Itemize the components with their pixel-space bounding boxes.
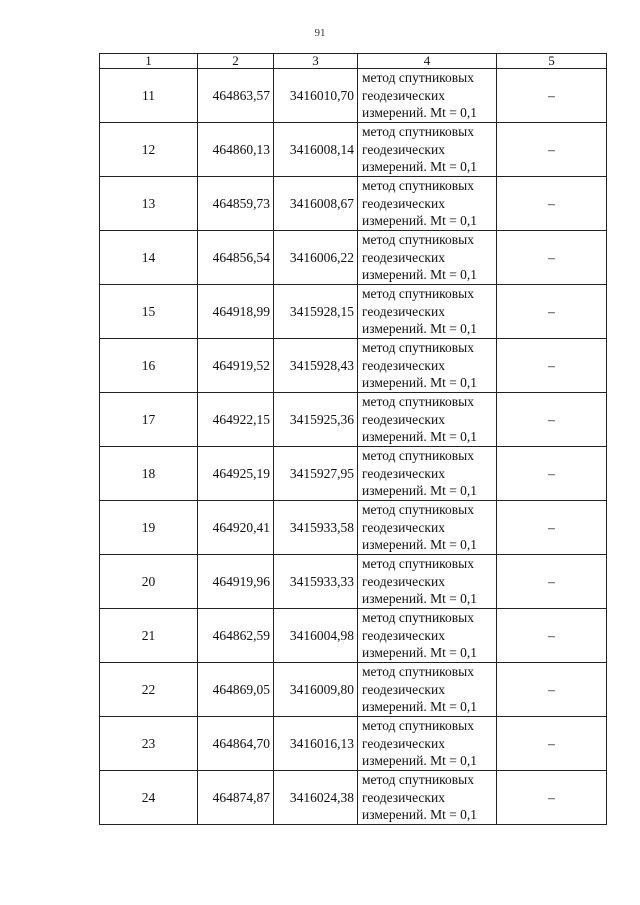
coord-x: 464860,13 [198, 123, 274, 177]
note-cell: – [497, 555, 607, 609]
point-number: 16 [100, 339, 198, 393]
method-line: измерений. Mt = 0,1 [362, 645, 478, 661]
table-row [100, 123, 607, 177]
table-row [100, 339, 607, 393]
coord-y: 3415925,36 [274, 393, 358, 447]
header-col-4: 4 [358, 54, 497, 69]
coord-x: 464920,41 [198, 501, 274, 555]
method-line: измерений. Mt = 0,1 [362, 321, 478, 337]
table-row [100, 555, 607, 609]
note-cell: – [497, 717, 607, 771]
method-cell [358, 555, 497, 609]
coord-x: 464925,19 [198, 447, 274, 501]
method-line: измерений. Mt = 0,1 [362, 807, 478, 823]
method-line: геодезических [362, 627, 445, 643]
coordinates-table [99, 53, 607, 825]
coord-y: 3415933,58 [274, 501, 358, 555]
header-col-3: 3 [274, 54, 358, 69]
coord-x: 464919,96 [198, 555, 274, 609]
method-line: метод спутниковых [362, 232, 474, 248]
coord-y: 3416008,14 [274, 123, 358, 177]
coord-x: 464922,15 [198, 393, 274, 447]
method-line: измерений. Mt = 0,1 [362, 267, 478, 283]
method-line: метод спутниковых [362, 286, 474, 302]
method-cell [358, 393, 497, 447]
coord-x: 464862,59 [198, 609, 274, 663]
method-line: геодезических [362, 519, 445, 535]
method-line: метод спутниковых [362, 502, 474, 518]
method-line: метод спутниковых [362, 124, 474, 140]
point-number: 11 [100, 69, 198, 123]
method-cell [358, 663, 497, 717]
coord-x: 464874,87 [198, 771, 274, 825]
method-cell [358, 609, 497, 663]
note-cell: – [497, 447, 607, 501]
method-cell [358, 285, 497, 339]
method-line: измерений. Mt = 0,1 [362, 537, 478, 553]
method-line: геодезических [362, 789, 445, 805]
coord-y: 3416006,22 [274, 231, 358, 285]
coord-y: 3416024,38 [274, 771, 358, 825]
coord-x: 464864,70 [198, 717, 274, 771]
method-cell [358, 231, 497, 285]
table-row [100, 609, 607, 663]
method-line: метод спутниковых [362, 610, 474, 626]
method-line: метод спутниковых [362, 772, 474, 788]
coord-x: 464919,52 [198, 339, 274, 393]
method-line: метод спутниковых [362, 448, 474, 464]
coord-x: 464856,54 [198, 231, 274, 285]
table-row [100, 771, 607, 825]
method-line: геодезических [362, 357, 445, 373]
point-number: 18 [100, 447, 198, 501]
point-number: 23 [100, 717, 198, 771]
method-line: геодезических [362, 303, 445, 319]
note-cell: – [497, 123, 607, 177]
method-line: геодезических [362, 87, 445, 103]
table-row [100, 285, 607, 339]
method-cell [358, 717, 497, 771]
method-line: метод спутниковых [362, 718, 474, 734]
method-cell [358, 177, 497, 231]
note-cell: – [497, 339, 607, 393]
method-line: измерений. Mt = 0,1 [362, 699, 478, 715]
point-number: 20 [100, 555, 198, 609]
coord-y: 3416008,67 [274, 177, 358, 231]
method-line: геодезических [362, 249, 445, 265]
table-row [100, 717, 607, 771]
method-line: геодезических [362, 411, 445, 427]
coord-y: 3416004,98 [274, 609, 358, 663]
method-cell [358, 69, 497, 123]
note-cell: – [497, 501, 607, 555]
table-row [100, 501, 607, 555]
header-col-1: 1 [100, 54, 198, 69]
header-col-2: 2 [198, 54, 274, 69]
point-number: 19 [100, 501, 198, 555]
table-header-row [100, 54, 607, 69]
point-number: 15 [100, 285, 198, 339]
method-line: геодезических [362, 573, 445, 589]
page-number: 91 [314, 27, 326, 39]
point-number: 21 [100, 609, 198, 663]
method-line: метод спутниковых [362, 394, 474, 410]
method-line: измерений. Mt = 0,1 [362, 105, 478, 121]
header-col-5: 5 [497, 54, 607, 69]
method-line: метод спутниковых [362, 70, 474, 86]
coord-y: 3416009,80 [274, 663, 358, 717]
method-line: метод спутниковых [362, 556, 474, 572]
note-cell: – [497, 285, 607, 339]
method-line: метод спутниковых [362, 340, 474, 356]
method-line: метод спутниковых [362, 178, 474, 194]
method-line: измерений. Mt = 0,1 [362, 159, 478, 175]
point-number: 17 [100, 393, 198, 447]
method-cell [358, 447, 497, 501]
method-line: геодезических [362, 195, 445, 211]
point-number: 24 [100, 771, 198, 825]
coord-y: 3415927,95 [274, 447, 358, 501]
note-cell: – [497, 609, 607, 663]
method-line: измерений. Mt = 0,1 [362, 753, 478, 769]
method-line: измерений. Mt = 0,1 [362, 429, 478, 445]
point-number: 22 [100, 663, 198, 717]
table-row [100, 231, 607, 285]
method-line: измерений. Mt = 0,1 [362, 213, 478, 229]
table-row [100, 447, 607, 501]
coord-y: 3415928,43 [274, 339, 358, 393]
table-row [100, 69, 607, 123]
point-number: 14 [100, 231, 198, 285]
coord-y: 3415933,33 [274, 555, 358, 609]
method-cell [358, 771, 497, 825]
note-cell: – [497, 231, 607, 285]
method-line: геодезических [362, 141, 445, 157]
coord-y: 3416010,70 [274, 69, 358, 123]
coord-x: 464859,73 [198, 177, 274, 231]
table-row [100, 177, 607, 231]
method-line: измерений. Mt = 0,1 [362, 483, 478, 499]
coord-x: 464863,57 [198, 69, 274, 123]
coord-y: 3415928,15 [274, 285, 358, 339]
method-line: геодезических [362, 735, 445, 751]
table-row [100, 663, 607, 717]
note-cell: – [497, 69, 607, 123]
method-line: измерений. Mt = 0,1 [362, 375, 478, 391]
method-line: геодезических [362, 681, 445, 697]
method-cell [358, 501, 497, 555]
coord-y: 3416016,13 [274, 717, 358, 771]
method-line: измерений. Mt = 0,1 [362, 591, 478, 607]
coord-x: 464869,05 [198, 663, 274, 717]
note-cell: – [497, 771, 607, 825]
table-row [100, 393, 607, 447]
point-number: 13 [100, 177, 198, 231]
method-cell [358, 339, 497, 393]
note-cell: – [497, 177, 607, 231]
note-cell: – [497, 663, 607, 717]
point-number: 12 [100, 123, 198, 177]
coord-x: 464918,99 [198, 285, 274, 339]
note-cell: – [497, 393, 607, 447]
method-line: геодезических [362, 465, 445, 481]
method-cell [358, 123, 497, 177]
method-line: метод спутниковых [362, 664, 474, 680]
